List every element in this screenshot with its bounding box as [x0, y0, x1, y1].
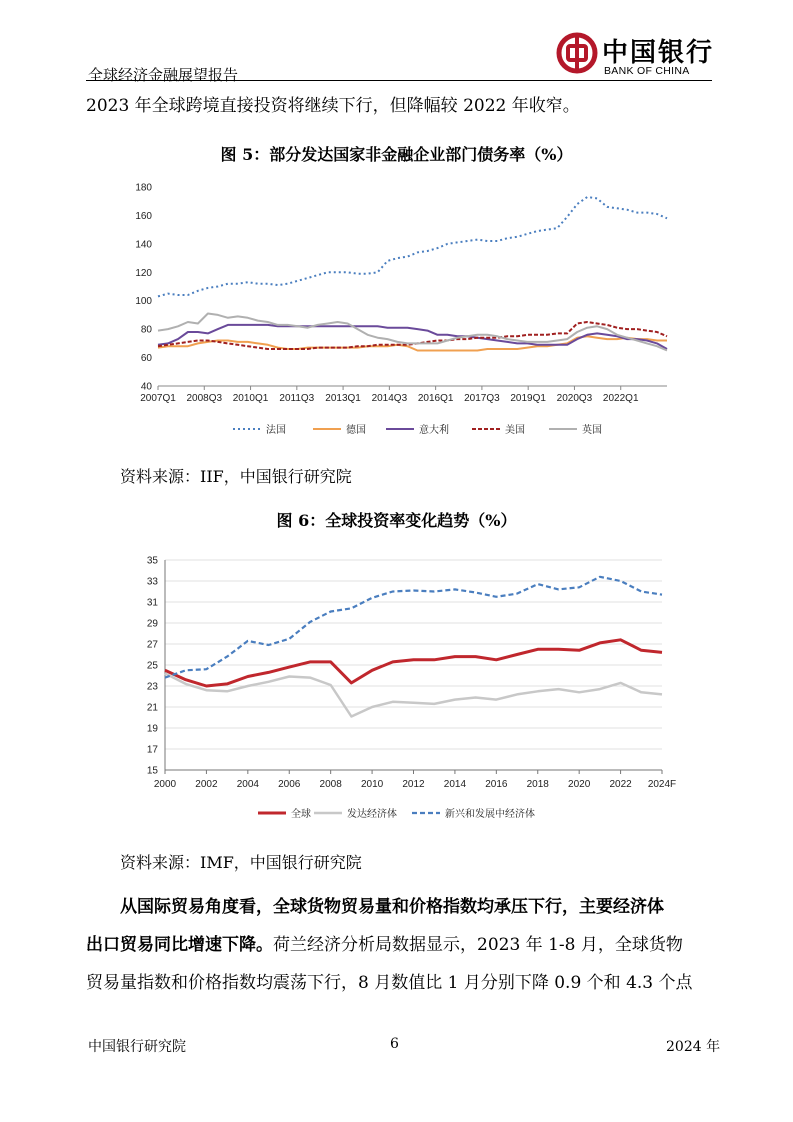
y-tick-label: 180 [135, 182, 152, 194]
y-tick-label: 100 [135, 296, 152, 308]
x-tick-label: 2010 [360, 779, 384, 790]
x-tick-label: 2014 [443, 779, 467, 790]
figure-6-source: 资料来源：IMF，中国银行研究院 [120, 853, 362, 872]
y-tick-label: 23 [146, 681, 158, 693]
x-tick-label: 2020Q3 [556, 393, 593, 404]
x-tick-label: 2016Q1 [417, 393, 454, 404]
x-tick-label: 2019Q1 [510, 393, 546, 404]
x-tick-label: 2010Q1 [232, 393, 269, 404]
x-tick-label: 2020 [568, 779, 591, 790]
x-tick-label: 2006 [278, 779, 301, 790]
y-tick-label: 17 [146, 744, 158, 756]
x-tick-label: 2012 [402, 779, 425, 790]
x-tick-label: 2004 [236, 779, 259, 790]
footer-page-number: 6 [390, 1036, 399, 1052]
y-tick-label: 29 [146, 618, 158, 630]
trade-paragraph-bold-2: 出口贸易同比增速下降。 [86, 935, 273, 955]
y-tick-label: 31 [146, 597, 158, 609]
trade-paragraph-bold: 从国际贸易角度看，全球货物贸易量和价格指数均承压下行，主要经济体 [120, 897, 664, 917]
series-line-2 [165, 577, 662, 678]
x-tick-label: 2008 [319, 779, 342, 790]
x-tick-label: 2022Q1 [602, 393, 639, 404]
x-tick-label: 2017Q3 [464, 393, 500, 404]
x-tick-label: 2011Q3 [279, 393, 315, 404]
x-tick-label: 2022 [609, 779, 632, 790]
trade-paragraph-rest: 荷兰经济分析局数据显示，2023 年 1-8 月，全球货物 [273, 935, 683, 955]
intro-text: 2023 年全球跨境直接投资将继续下行，但降幅较 2022 年收窄。 [86, 96, 580, 116]
y-tick-label: 15 [146, 765, 158, 777]
y-tick-label: 19 [146, 723, 158, 735]
footer-institute: 中国银行研究院 [88, 1039, 186, 1055]
trade-paragraph-line-1 [86, 896, 712, 918]
logo-chinese-text: 中国银行 [602, 38, 715, 68]
figure-5-title: 图 5：部分发达国家非金融企业部门债务率（%） [220, 145, 573, 164]
y-tick-label: 35 [146, 555, 158, 567]
legend-label-2: 新兴和发展中经济体 [445, 809, 535, 820]
figure-5-source: 资料来源：IIF，中国银行研究院 [120, 467, 352, 486]
legend-label-2: 意大利 [419, 425, 449, 436]
report-title: 全球经济金融展望报告 [88, 66, 239, 84]
y-tick-label: 80 [140, 324, 152, 336]
legend-label-0: 全球 [291, 809, 311, 820]
y-tick-label: 27 [146, 639, 158, 651]
y-tick-label: 60 [140, 353, 152, 365]
trade-paragraph-line-3: 贸易量指数和价格指数均震荡下行，8 月数值比 1 月分别下降 0.9 个和 4.3 个点 [86, 973, 693, 993]
x-tick-label: 2014Q3 [371, 393, 408, 404]
x-tick-label: 2000 [153, 779, 177, 790]
y-tick-label: 160 [135, 210, 152, 222]
logo-english-text: BANK OF CHINA [604, 65, 690, 77]
x-tick-label: 2016 [485, 779, 508, 790]
x-tick-label: 2018 [526, 779, 549, 790]
x-tick-label: 2024F [647, 779, 677, 790]
legend-label-3: 美国 [505, 425, 525, 436]
y-tick-label: 25 [146, 660, 158, 672]
legend-label-4: 英国 [582, 425, 602, 436]
x-tick-label: 2008Q3 [186, 393, 223, 404]
trade-paragraph-line-2 [86, 934, 712, 956]
figure-6-title: 图 6：全球投资率变化趋势（%） [276, 511, 517, 530]
legend-label-1: 发达经济体 [347, 809, 397, 820]
x-tick-label: 2007Q1 [140, 393, 176, 404]
y-tick-label: 120 [135, 267, 152, 279]
x-tick-label: 2013Q1 [325, 393, 361, 404]
y-tick-label: 140 [135, 239, 152, 251]
x-tick-label: 2002 [195, 779, 218, 790]
y-tick-label: 40 [140, 381, 152, 393]
legend-label-1: 德国 [346, 425, 366, 436]
y-tick-label: 33 [146, 576, 158, 588]
legend-label-0: 法国 [266, 425, 286, 436]
footer-year: 2024 年 [666, 1039, 721, 1055]
y-tick-label: 21 [146, 702, 158, 714]
